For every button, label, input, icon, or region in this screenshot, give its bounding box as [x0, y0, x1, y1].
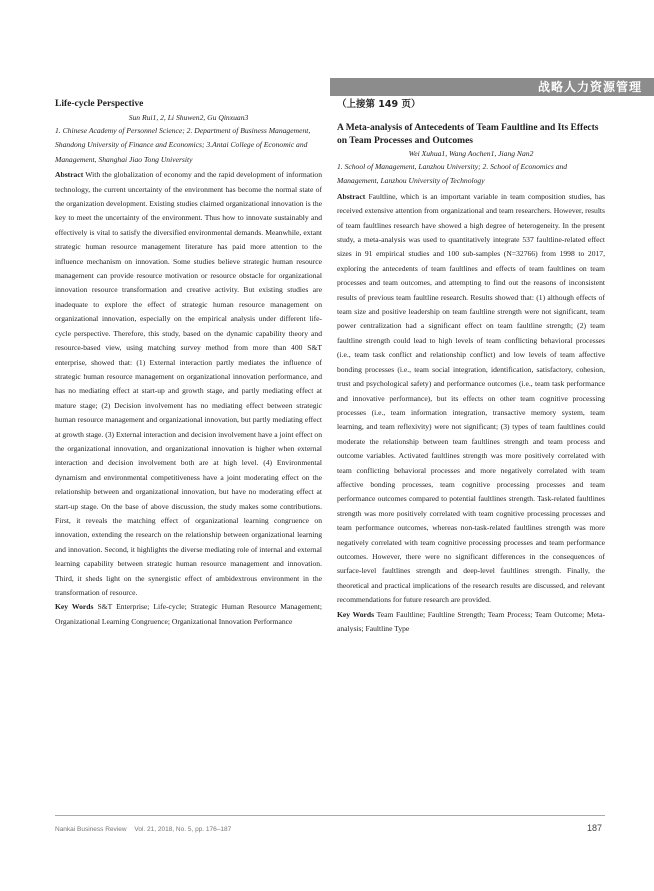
right-abstract-text: Faultline, which is an important variable in team composition studies, has received extensive attention from organizational and team researchers. However, results of team faultlines research have showed a high degree of heterogeneity. In the present study, a meta-analysis was used to quantitatively integrate 537 faultline-related effect sizes in 91 empirical studies and 100 sub-samples (N=32766) from 1998 to 2017, exploring the antecedents of team faultlines and effects of team faultlines on team processes and team outcomes, and attempting to find out the reasons of inconsistent results of previous team faultline research. Results showed that: (1) although effects of team size and positive leadership on team faultline strength were not significant, team power centralization had a significant effect on team faultline strength; (2) team faultline strength could lead to high levels of team conflicting behavioral processes (i.e., team task conflict and relationship conflict) and low levels of team affective bonding processes (i.e., team social integration, identification, satisfactory, cohesion, trust and psychological safety) and performance outcomes (i.e., team task performance and innovative performance), but its effects on other team cognitive processing processes (i.e., team information integration, transactive memory system, team learning, and team reflexivity) were not significant; (3) types of team faultlines could moderate the relationship between team faultlines strength and team process and outcome variables. Activated faultlines strength was more positively correlated with team conflicting behavioral processes and more negatively correlated with team affective bonding processes, team cognitive processing processes and team performance outcomes compared to potential faultlines strength. Task-related faultlines strength was more positively correlated with team cognitive processing processes and team performance outcomes, whereas non-task-related faultlines strength was more negatively correlated with team cognitive processing processes and team performance outcomes. However, there were no significant differences in the consequences of surface-level faultlines strength and deep-level faultlines strength. Finally, the theoretical and practical implications of the research results are discussed, and relevant recommendations for future research are provided.	[337, 191, 605, 605]
left-column	[55, 98, 322, 629]
footer-journal-name: Nankai Business Review	[55, 826, 127, 833]
right-abstract-label: Abstract	[337, 191, 366, 201]
left-abstract-text: With the globalization of economy and the rapid development of information technology, the current uncertainty of the environment has become the normal state of the organization development. Existing studies claimed organizational innovation is the key to meet the uncertainty of the environment. Thus how to innovate sustainably and effectively is vital to satisfy the diversified environmental demands. Meanwhile, extant strategic human resource management literature has paid more attention to the influence mechanism on innovation. Some studies believe strategic human resource management can provide resource motivation or resource obstacle for organizational innovation resource transformation and creative activity. But existing studies are inadequate to explore the effect of strategic human resource management on organizational innovation, especially on the empirical analysis under different life-cycle perspective. Therefore, this study, based on the dynamic capability theory and resource-based view, using matching survey method from more than 400 S&T enterprise, showed that: (1) External interaction partly mediates the influence of strategic human resource management on organizational innovation performance, and has no mediating effect at start-up and growth stage, and partly mediating effect at mature stage; (2) Decision involvement has no mediating effect between strategic human resource management and organizational innovation, but partly mediating effect at growth stage. (3) External interaction and decision involvement have a joint effect on the organizational innovation, and organizational innovation is higher when external interaction and decision involvement both are at high level. (4) Environmental dynamism and environmental competitiveness have a joint moderating effect on the relationship between and organizational innovation, but have no moderating effect at start-up stage. On the base of above discussion, the study makes some contributions. First, it reveals the matching effect of organizational learning congruence on innovation, extending the research on the relationship between organizational learning and innovation. Second, it highlights the diverse mediating role of internal and external learning capability between strategic human resource management and innovation. Third, it sheds light on the synergistic effect of ambidextrous environment in the transformation of resource.	[55, 170, 322, 597]
footer-citation	[55, 826, 231, 833]
right-keywords-label: Key Words	[337, 609, 375, 619]
right-abstract	[337, 190, 605, 608]
right-authors: Wei Xuhua1, Wang Aochen1, Jiang Nan2	[408, 149, 534, 158]
footer-divider	[55, 815, 605, 816]
left-abstract-label: Abstract	[55, 170, 84, 180]
right-article-title: A Meta-analysis of Antecedents of Team Faultline and Its Effects on Team Processes and Outcomes	[337, 123, 599, 146]
footer-volume-info: Vol. 21, 2018, No. 5, pp. 176–187	[134, 826, 232, 833]
left-abstract	[55, 168, 322, 600]
left-affiliations: 1. Chinese Academy of Personnel Science; 2. Department of Business Management, Shandong University of Finance and Economics; 3.Antai College of Economic and Management, Shanghai Jiao Tong University	[55, 126, 311, 164]
left-authors: Sun Rui1, 2, Li Shuwen2, Gu Qinxuan3	[128, 113, 249, 122]
right-column	[337, 98, 605, 636]
left-keywords-text: S&T Enterprise; Life-cycle; Strategic Human Resource Management; Organizational Learning Congruence; Organizational Innovation Performance	[55, 602, 322, 626]
right-keywords-text: Team Faultline; Faultline Strength; Team Process; Team Outcome; Meta-analysis; Faultline Type	[337, 609, 605, 633]
right-keywords	[337, 608, 605, 637]
right-affiliations: 1. School of Management, Lanzhou University; 2. School of Economics and Management, Lanzhou University of Technology	[337, 162, 568, 186]
left-keywords	[55, 600, 322, 629]
left-keywords-label: Key Words	[55, 602, 94, 612]
section-title: 战略人力资源管理	[537, 80, 642, 94]
left-article-title: Life-cycle Perspective	[55, 99, 144, 109]
page-number: 187	[586, 823, 602, 833]
section-title-banner	[330, 78, 654, 96]
continued-from-note: （上接第 149 页）	[337, 99, 421, 110]
